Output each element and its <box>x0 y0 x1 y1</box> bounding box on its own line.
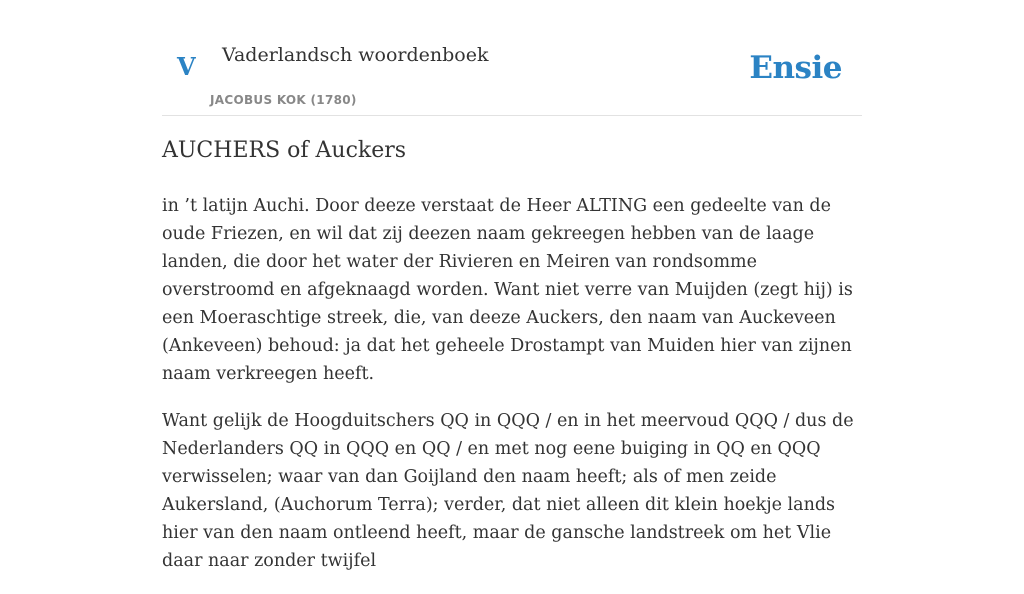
book-letter-icon[interactable]: V <box>177 52 196 81</box>
book-header <box>162 0 862 116</box>
book-author: JACOBUS KOK (1780) <box>210 93 357 107</box>
book-title-link[interactable]: Vaderlandsch woordenboek <box>222 44 489 66</box>
page <box>162 0 862 571</box>
entry-body <box>162 192 862 594</box>
entry-title: AUCHERS of Auckers <box>162 138 407 163</box>
ensie-logo-link[interactable]: Ensie <box>749 50 842 86</box>
entry-paragraph: Want gelijk de Hoogduitschers QQ in QQQ / en in het meervoud QQQ / dus de Nederlanders QQ in QQQ en QQ / en met nog eene buiging in QQ en QQQ verwisselen; waar van dan Goijland den naam heeft; als of men zeide Aukersland, (Auchorum Terra); verder, dat niet alleen dit klein hoekje lands hier van den naam ontleend heeft, maar de gansche landstreek om het Vlie daar naar zonder twijfel <box>162 411 854 571</box>
entry-paragraph: in ’t latijn Auchi. Door deeze verstaat de Heer ALTING een gedeelte van de oude Friezen, en wil dat zij deezen naam gekreegen hebben van de laage landen, die door het water der Rivieren en Meiren van rondsomme overstroomd en afgeknaagd worden. Want niet verre van Muijden (zegt hij) is een Moeraschtige streek, die, van deeze Auckers, den naam van Auckeveen (Ankeveen) behoud: ja dat het geheele Drostampt van Muiden hier van zijnen naam verkreegen heeft. <box>162 196 853 384</box>
